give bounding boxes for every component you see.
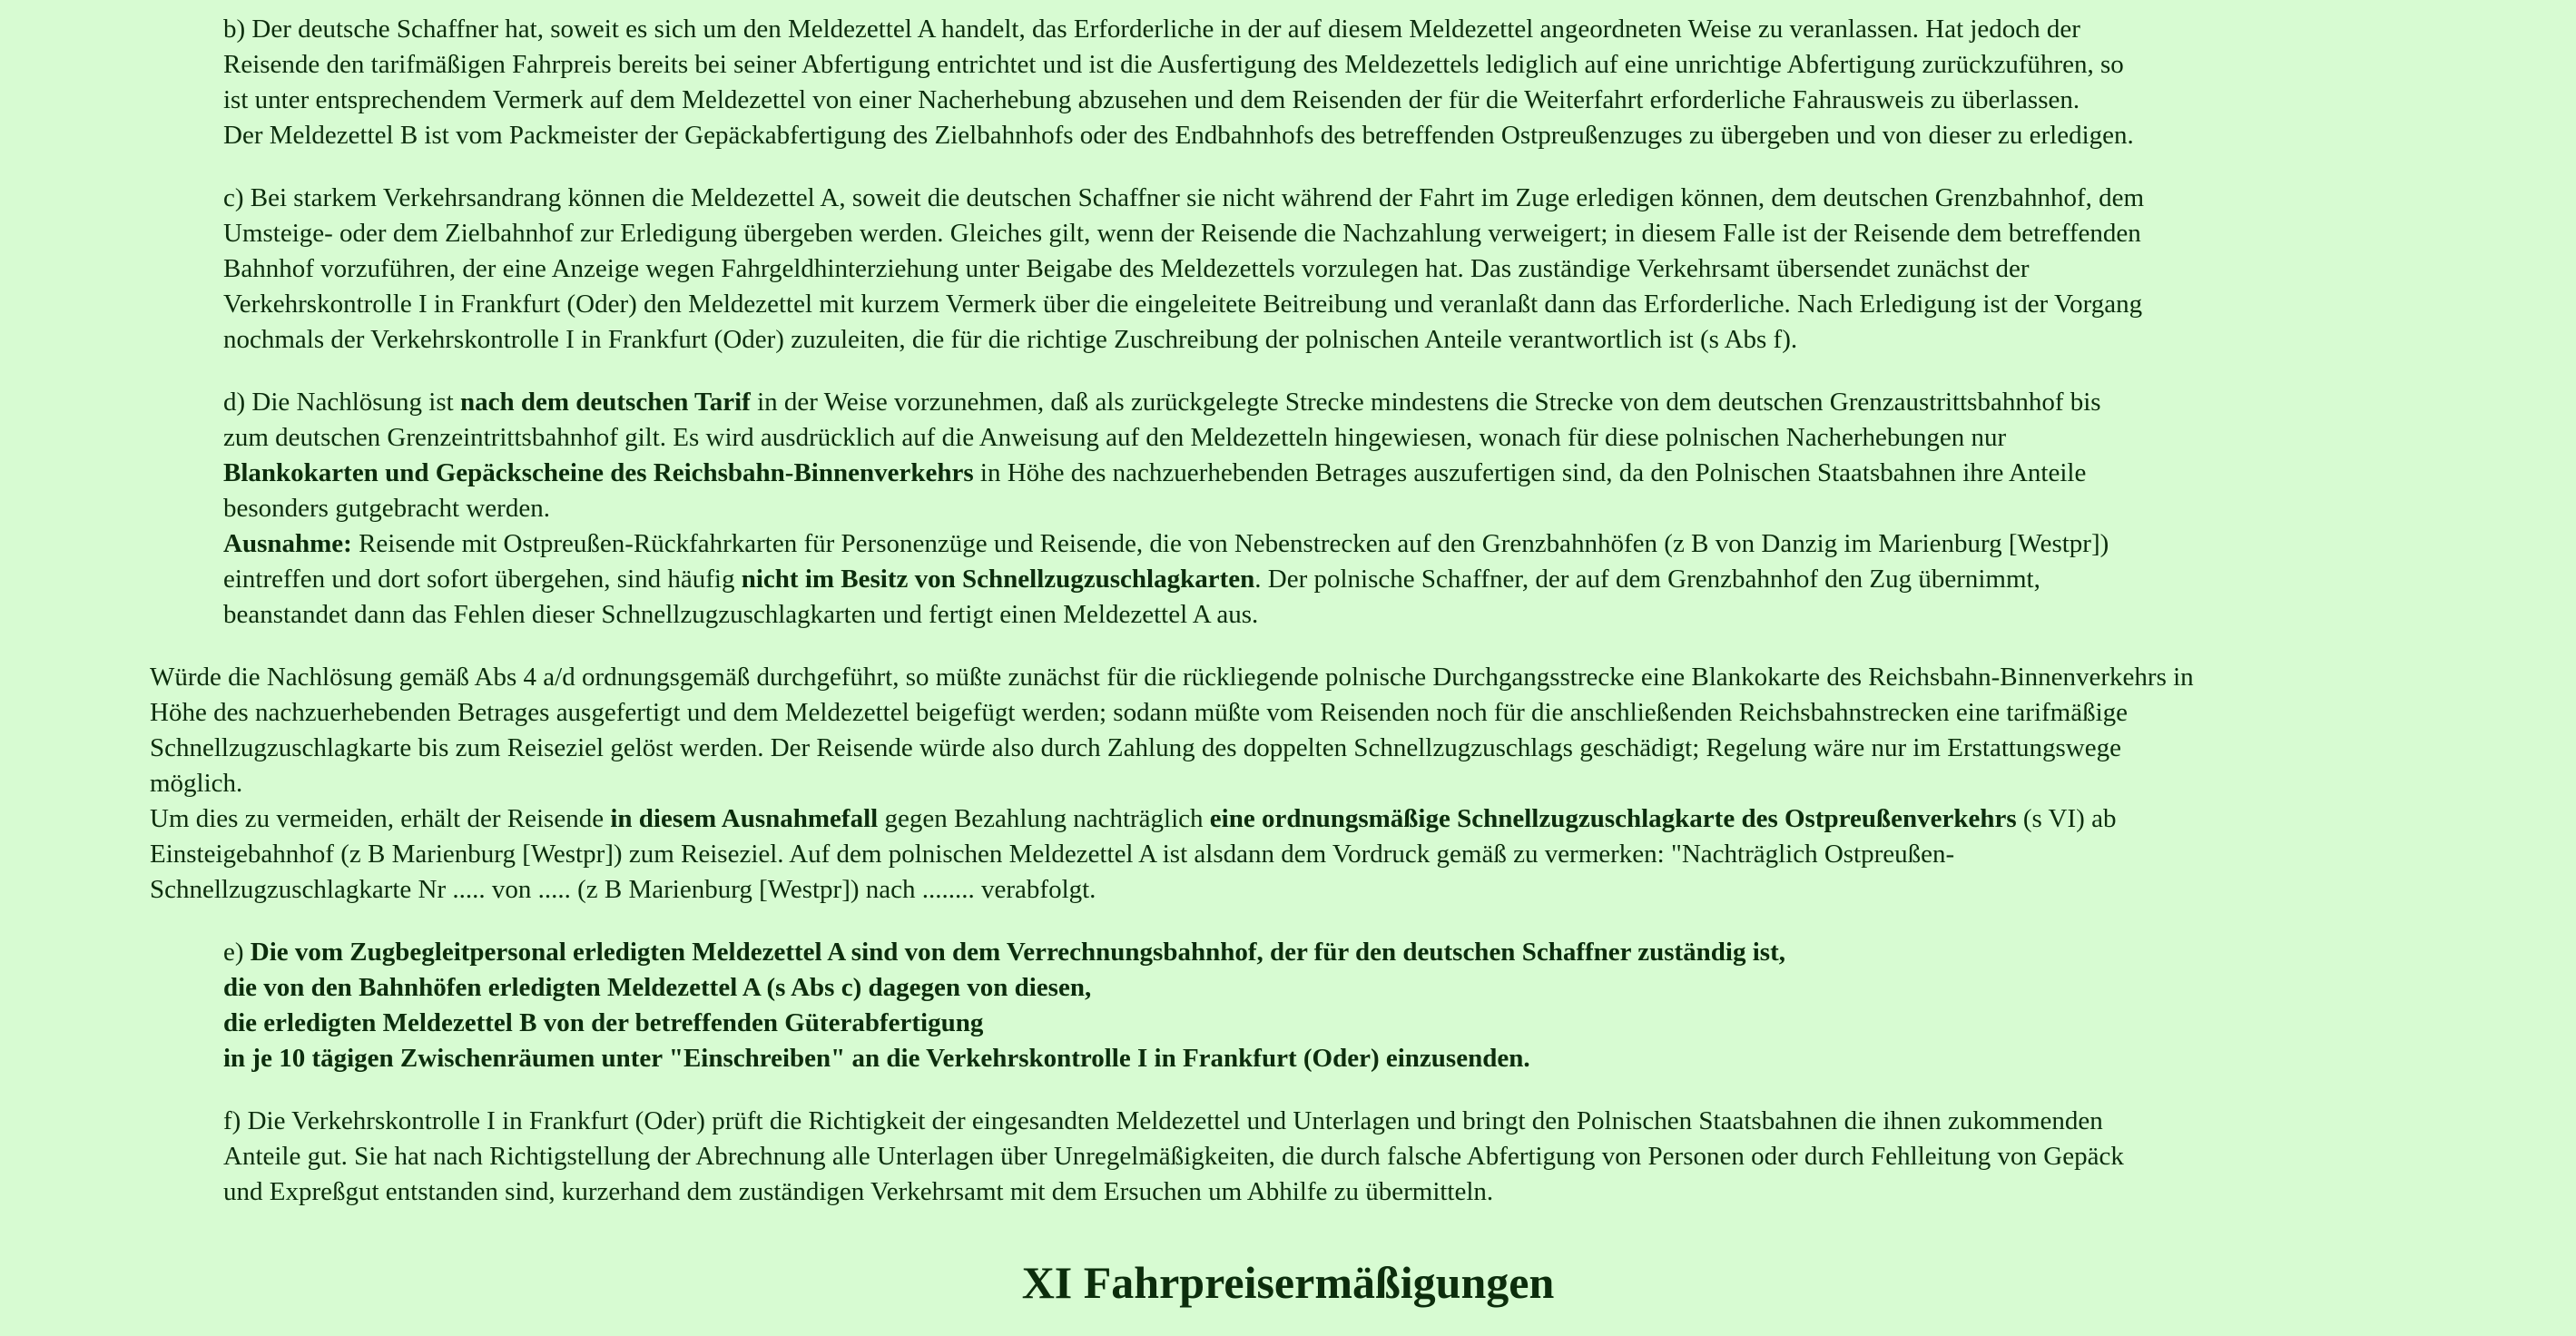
- bold-text: die erledigten Meldezettel B von der betreffenden Güterabfertigung: [223, 1008, 984, 1037]
- text-run: Höhe des nachzuerhebenden Betrages ausgefertigt und dem Meldezettel beigefügt werden; sodann müßte vom Reisenden noch für die anschließenden Reichsbahnstrecken eine tarifmäßige: [150, 698, 2129, 727]
- text-line: [223, 385, 2384, 420]
- text-line: [223, 970, 2384, 1006]
- text-line: [150, 872, 2437, 908]
- bold-text: Ausnahme:: [223, 529, 352, 558]
- text-line: [223, 935, 2384, 970]
- bold-text: in je 10 tägigen Zwischenräumen unter "Einschreiben" an die Verkehrskontrolle I in Frankfurt (Oder) einzusenden.: [223, 1044, 1530, 1073]
- text-run: Der Meldezettel B ist vom Packmeister der Gepäckabfertigung des Zielbahnhofs oder des Endbahnhofs des betreffenden Ostpreußenzuges zu übergeben und von dieser zu erledigen.: [223, 121, 2134, 150]
- para-f: [223, 1104, 2384, 1210]
- text-line: [223, 83, 2384, 118]
- text-run: (s VI) ab: [2016, 804, 2117, 833]
- text-line: [223, 420, 2384, 456]
- text-run: zum deutschen Grenzeintrittsbahnhof gilt. Es wird ausdrücklich auf die Anweisung auf den Meldezetteln hingewiesen, wonach für diese polnischen Nacherhebungen nur: [223, 423, 2007, 452]
- text-run: ist unter entsprechendem Vermerk auf dem Meldezettel von einer Nacherhebung abzusehen und dem Reisenden der für die Weiterfahrt erforderliche Fahrausweis zu überlassen.: [223, 85, 2080, 114]
- text-line: [223, 181, 2384, 216]
- text-run: Umsteige- oder dem Zielbahnhof zur Erledigung übergeben werden. Gleiches gilt, wenn der Reisende die Nachzahlung verweigert; in diesem Falle ist der Reisende dem betreffenden: [223, 219, 2141, 248]
- text-run: Anteile gut. Sie hat nach Richtigstellung der Abrechnung alle Unterlagen über Unregelmäßigkeiten, die durch falsche Abfertigung von Personen oder durch Fehlleitung von Gepäck: [223, 1142, 2124, 1171]
- bold-text: in diesem Ausnahmefall: [610, 804, 879, 833]
- para-b: [223, 12, 2384, 153]
- bold-text: nach dem deutschen Tarif: [459, 388, 751, 417]
- text-run: Bahnhof vorzuführen, der eine Anzeige wegen Fahrgeldhinterziehung unter Beigabe des Meldezettels vorzulegen hat. Das zuständige Verkehrsamt übersendet zunächst der: [223, 254, 2030, 283]
- text-line: [223, 1006, 2384, 1041]
- text-line: [223, 118, 2384, 153]
- text-run: gegen Bezahlung nachträglich: [878, 804, 1210, 833]
- text-run: in Höhe des nachzuerhebenden Betrages auszufertigen sind, da den Polnischen Staatsbahnen ihre Anteile: [973, 458, 2087, 487]
- text-run: Reisende den tarifmäßigen Fahrpreis bereits bei seiner Abfertigung entrichtet und ist die Ausfertigung des Meldezettels lediglich auf eine unrichtige Abfertigung zurückzuführen, so: [223, 50, 2124, 79]
- text-run: besonders gutgebracht werden.: [223, 494, 550, 523]
- text-line: [223, 1041, 2384, 1076]
- text-line: [150, 837, 2437, 872]
- text-run: in der Weise vorzunehmen, daß als zurückgelegte Strecke mindestens die Strecke von dem deutschen Grenzaustrittsbahnhof bis: [750, 388, 2101, 417]
- text-run: b) Der deutsche Schaffner hat, soweit es sich um den Meldezettel A handelt, das Erforderliche in der auf diesem Meldezettel angeordneten Weise zu veranlassen. Hat jedoch der: [223, 15, 2080, 44]
- para-c: [223, 181, 2384, 358]
- text-line: [223, 47, 2384, 83]
- text-run: Einsteigebahnhof (z B Marienburg [Westpr]) zum Reiseziel. Auf dem polnischen Meldezettel A ist alsdann dem Vordruck gemäß zu vermerken: "Nachträglich Ostpreußen-: [150, 840, 1955, 869]
- text-run: . Der polnische Schaffner, der auf dem Grenzbahnhof den Zug übernimmt,: [1254, 565, 2040, 594]
- para-e: [223, 935, 2384, 1076]
- text-run: Reisende mit Ostpreußen-Rückfahrkarten für Personenzüge und Reisende, die von Nebenstrecken auf den Grenzbahnhöfen (z B von Danzig im Marienburg [Westpr]): [351, 529, 2109, 558]
- bold-text: Die vom Zugbegleitpersonal erledigten Meldezettel A sind von dem Verrechnungsbahnhof, der für den deutschen Schaffner zuständig ist,: [250, 938, 1785, 967]
- text-line: [223, 1139, 2384, 1174]
- para-note: [150, 660, 2437, 908]
- text-run: Würde die Nachlösung gemäß Abs 4 a/d ordnungsgemäß durchgeführt, so müßte zunächst für die rückliegende polnische Durchgangsstrecke eine Blankokarte des Reichsbahn-Binnenverkehrs in: [150, 663, 2194, 692]
- text-run: Schnellzugzuschlagkarte Nr ..... von ..... (z B Marienburg [Westpr]) nach ........ verabfolgt.: [150, 875, 1096, 904]
- bold-text: Blankokarten und Gepäckscheine des Reichsbahn-Binnenverkehrs: [223, 458, 974, 487]
- text-run: eintreffen und dort sofort übergehen, sind häufig: [223, 565, 742, 594]
- text-line: [150, 660, 2437, 695]
- text-line: [223, 562, 2384, 597]
- text-run: Verkehrskontrolle I in Frankfurt (Oder) den Meldezettel mit kurzem Vermerk über die eingeleitete Beitreibung und veranlaßt dann das Erforderliche. Nach Erledigung ist der Vorgang: [223, 290, 2143, 319]
- text-line: [223, 216, 2384, 251]
- text-run: beanstandet dann das Fehlen dieser Schnellzugzuschlagkarten und fertigt einen Meldezettel A aus.: [223, 600, 1259, 629]
- text-line: [223, 597, 2384, 633]
- bold-text: eine ordnungsmäßige Schnellzugzuschlagkarte des Ostpreußenverkehrs: [1209, 804, 2017, 833]
- text-line: [223, 456, 2384, 491]
- text-line: [223, 251, 2384, 287]
- text-line: [223, 526, 2384, 562]
- para-d: [223, 385, 2384, 633]
- text-run: c) Bei starkem Verkehrsandrang können die Meldezettel A, soweit die deutschen Schaffner sie nicht während der Fahrt im Zuge erledigen können, dem deutschen Grenzbahnhof, dem: [223, 183, 2145, 212]
- text-line: [223, 1104, 2384, 1139]
- text-line: [223, 322, 2384, 358]
- text-run: und Expreßgut entstanden sind, kurzerhand dem zuständigen Verkehrsamt mit dem Ersuchen um Abhilfe zu übermitteln.: [223, 1177, 1494, 1206]
- text-line: [150, 801, 2437, 837]
- text-run: f) Die Verkehrskontrolle I in Frankfurt (Oder) prüft die Richtigkeit der eingesandten Meldezettel und Unterlagen und bringt den Polnischen Staatsbahnen die ihnen zukommenden: [223, 1106, 2103, 1135]
- section-heading: XI Fahrpreisermäßigungen: [1021, 1257, 1555, 1308]
- bold-text: die von den Bahnhöfen erledigten Meldezettel A (s Abs c) dagegen von diesen,: [223, 973, 1092, 1002]
- text-line: [223, 491, 2384, 526]
- text-run: nochmals der Verkehrskontrolle I in Frankfurt (Oder) zuzuleiten, die für die richtige Zuschreibung der polnischen Anteile verantwortlich ist (s Abs f).: [223, 325, 1798, 354]
- text-run: Um dies zu vermeiden, erhält der Reisende: [150, 804, 611, 833]
- text-line: [223, 1174, 2384, 1210]
- text-line: [223, 287, 2384, 322]
- text-line: [150, 766, 2437, 801]
- document-body: [0, 12, 2576, 1237]
- bold-text: nicht im Besitz von Schnellzugzuschlagkarten: [741, 565, 1255, 594]
- text-line: [150, 731, 2437, 766]
- text-run: möglich.: [150, 769, 243, 798]
- text-run: e): [223, 938, 251, 967]
- text-run: d) Die Nachlösung ist: [223, 388, 460, 417]
- text-line: [223, 12, 2384, 47]
- text-run: Schnellzugzuschlagkarte bis zum Reiseziel gelöst werden. Der Reisende würde also durch Zahlung des doppelten Schnellzugzuschlags geschädigt; Regelung wäre nur im Erstattungswege: [150, 733, 2121, 762]
- text-line: [150, 695, 2437, 731]
